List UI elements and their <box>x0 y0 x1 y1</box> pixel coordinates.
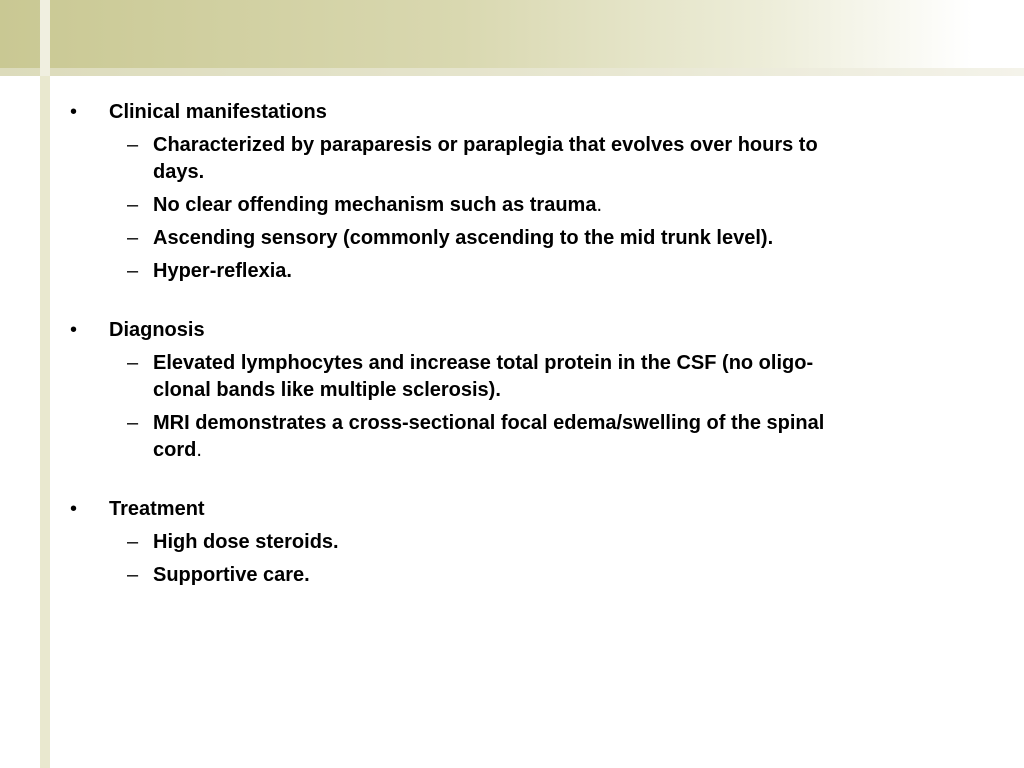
sub-item <box>0 132 1024 186</box>
dash-marker: – <box>127 134 139 156</box>
header-band <box>0 0 1024 76</box>
slide-content <box>0 99 1024 621</box>
dash-marker: – <box>127 564 139 586</box>
section-diagnosis <box>0 317 1024 464</box>
bullet-marker: • <box>70 498 78 520</box>
sub-item <box>0 192 1024 219</box>
sub-item <box>0 350 1024 404</box>
dash-marker: – <box>127 194 139 216</box>
bullet-heading: Clinical manifestations <box>109 101 327 123</box>
bullet-item <box>0 496 1024 523</box>
bullet-marker: • <box>70 101 78 123</box>
sub-item-body: MRI demonstrates a cross-sectional focal edema/swelling of the spinal cord <box>153 412 825 461</box>
sub-item-suffix: . <box>196 439 202 461</box>
sub-item-text <box>153 225 843 252</box>
bullet-marker: • <box>70 319 78 341</box>
bullet-heading: Diagnosis <box>109 319 205 341</box>
sub-item-body: Elevated lymphocytes and increase total protein in the CSF (no oligo-clonal bands like multiple sclerosis). <box>153 352 814 401</box>
sub-item-text <box>153 350 843 404</box>
section-treatment <box>0 496 1024 589</box>
dash-marker: – <box>127 352 139 374</box>
bullet-item <box>0 317 1024 344</box>
sub-item-body: Supportive care. <box>153 564 310 586</box>
dash-marker: – <box>127 531 139 553</box>
section-clinical-manifestations <box>0 99 1024 285</box>
sub-item-suffix: . <box>596 194 603 216</box>
left-accent-bar-top <box>40 0 50 76</box>
sub-item-text <box>153 258 843 285</box>
sub-item <box>0 410 1024 464</box>
sub-item-text <box>153 562 843 589</box>
sub-item-text <box>153 529 843 556</box>
sub-item <box>0 225 1024 252</box>
sub-item-body: Hyper-reflexia. <box>153 260 292 282</box>
sub-item-text <box>153 132 843 186</box>
dash-marker: – <box>127 227 139 249</box>
dash-marker: – <box>127 260 139 282</box>
bullet-item <box>0 99 1024 126</box>
header-underline <box>0 68 1024 76</box>
sub-item-body: No clear offending mechanism such as trauma <box>153 194 597 216</box>
sub-item <box>0 529 1024 556</box>
bullet-heading: Treatment <box>109 498 205 520</box>
sub-item-body: High dose steroids. <box>153 531 339 553</box>
dash-marker: – <box>127 412 139 434</box>
sub-item-text <box>153 410 843 464</box>
sub-item <box>0 258 1024 285</box>
sub-item <box>0 562 1024 589</box>
sub-item-body: Characterized by paraparesis or paraplegia that evolves over hours to days. <box>153 134 818 183</box>
sub-item-body: Ascending sensory (commonly ascending to the mid trunk level). <box>153 227 774 249</box>
sub-item-text <box>153 192 843 219</box>
